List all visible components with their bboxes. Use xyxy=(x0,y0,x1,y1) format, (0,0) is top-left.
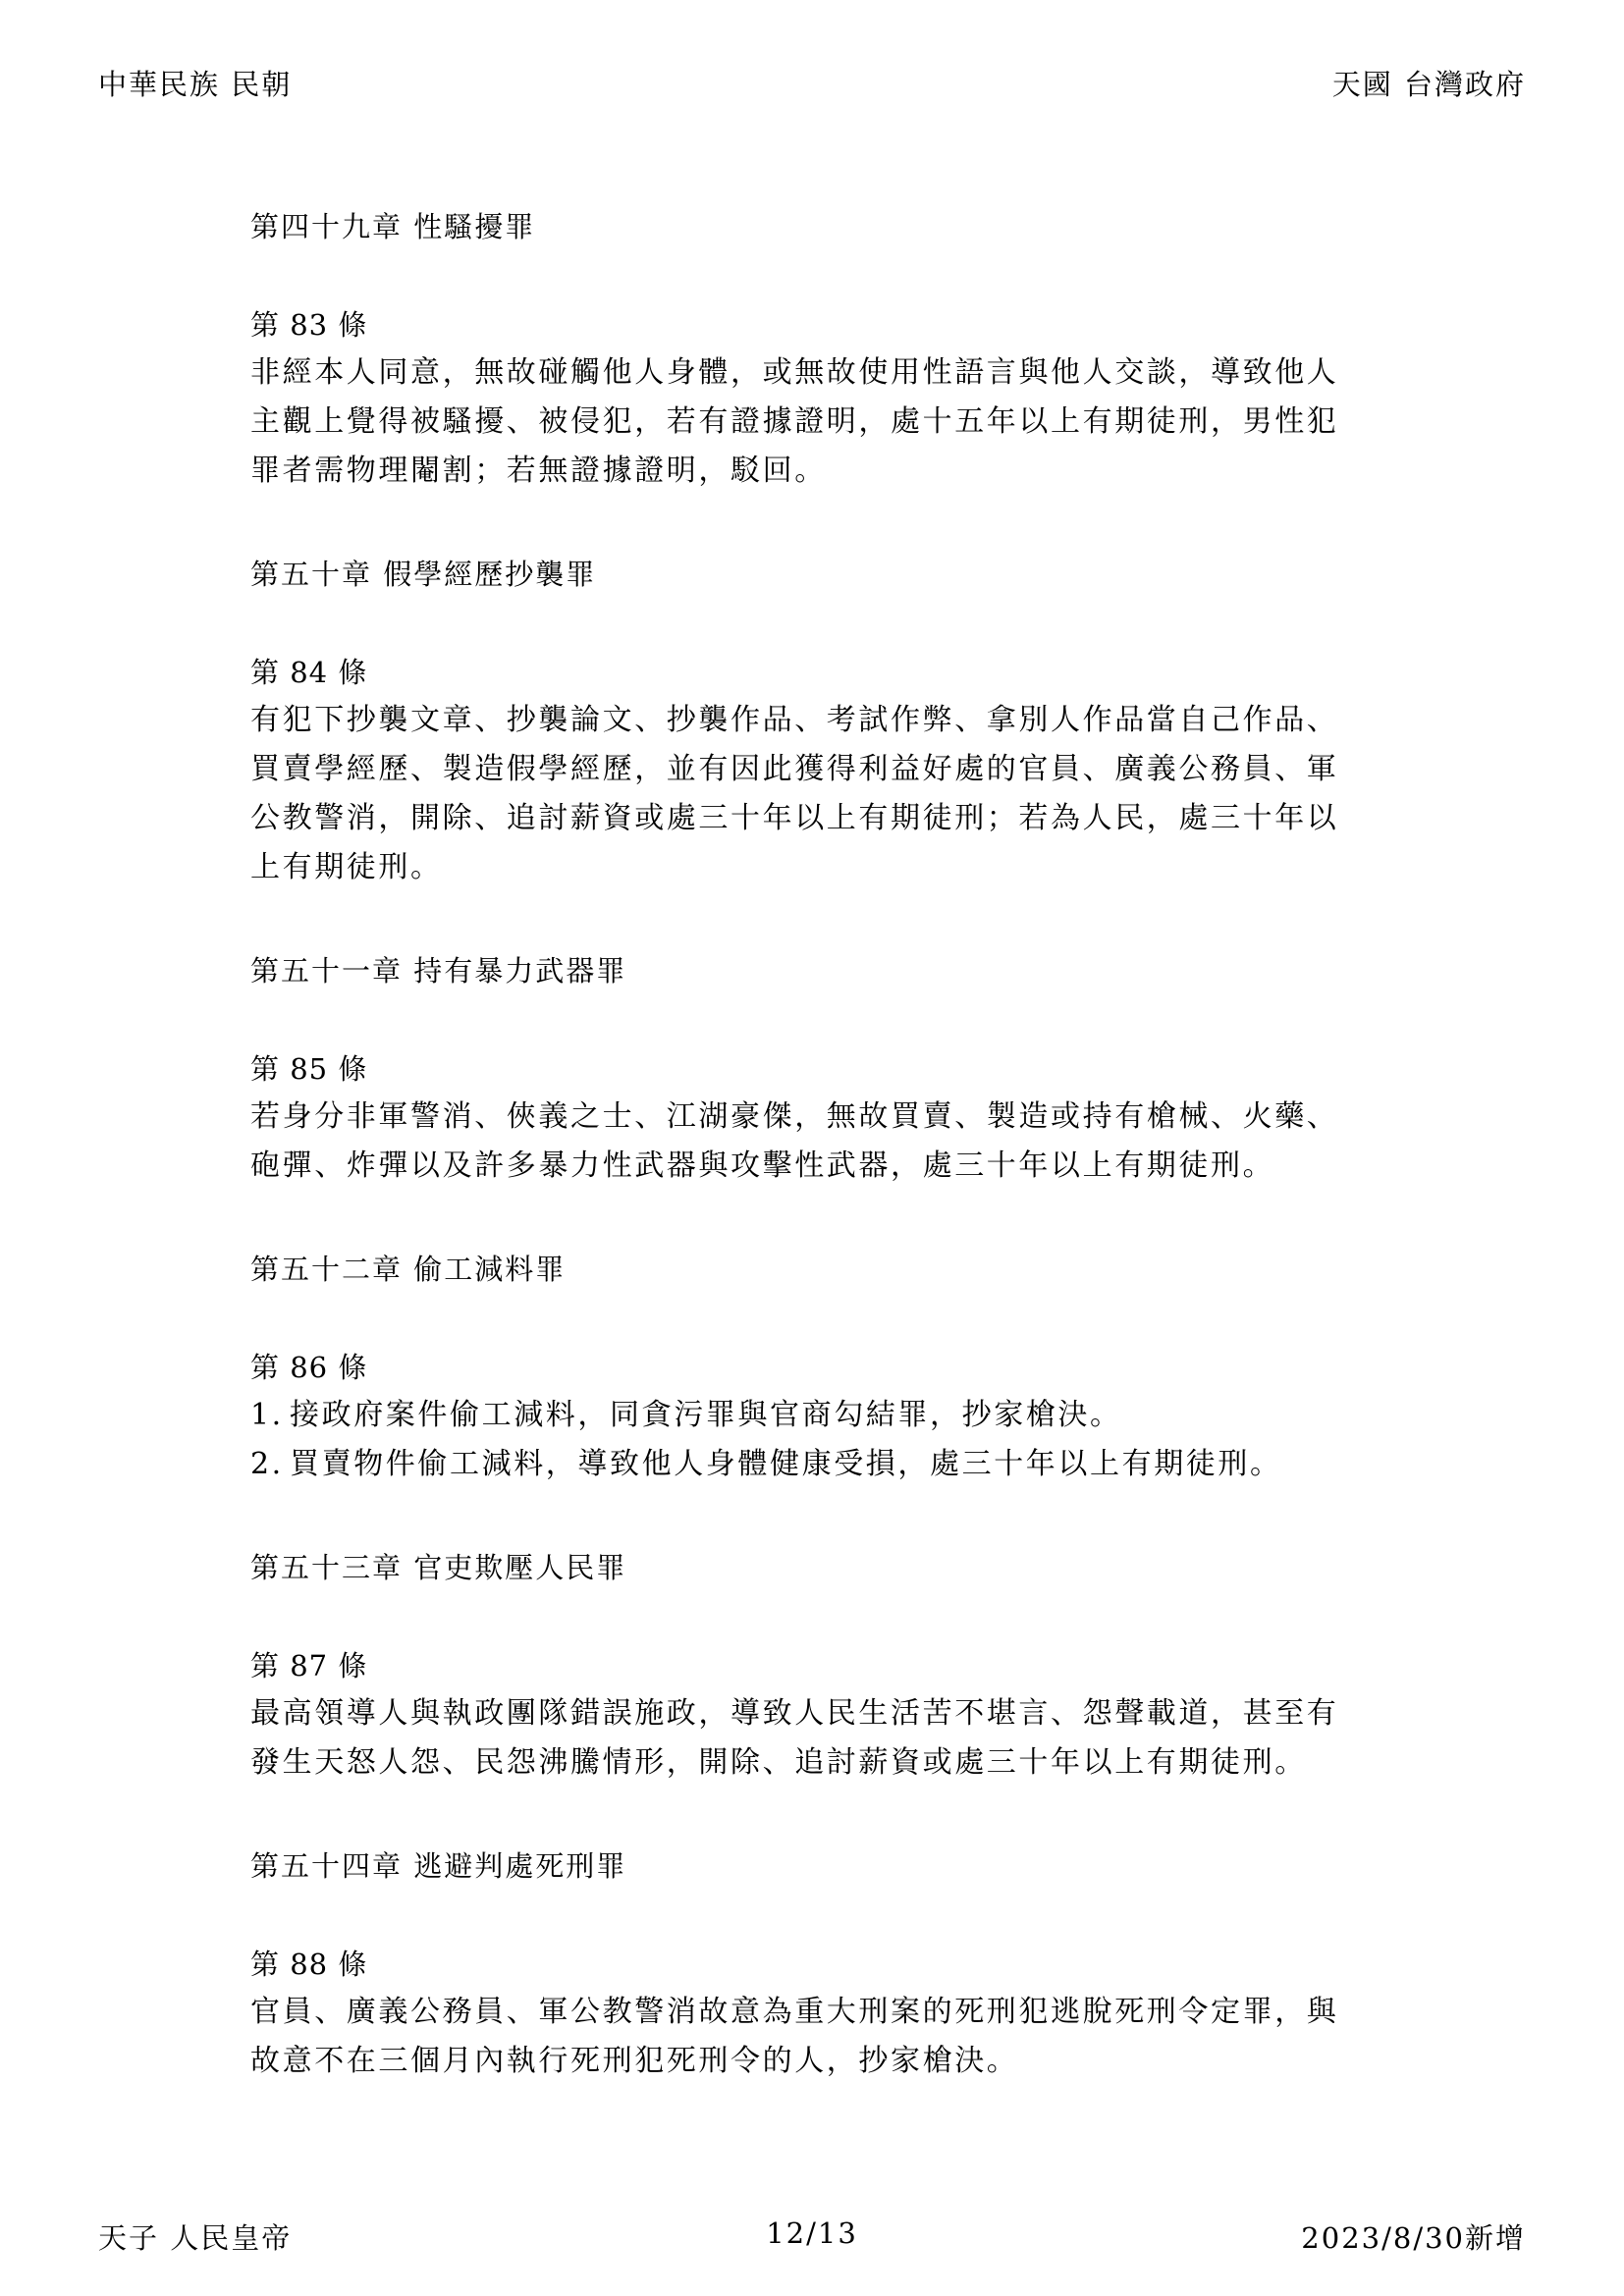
chapter-section xyxy=(250,1544,1380,1842)
article-line: 上有期徒刑。 xyxy=(250,850,443,884)
footer-date: 2023/8/30新增 xyxy=(1301,2221,1526,2255)
list-item xyxy=(250,1440,1380,1489)
header-left-text: 中華民族 民朝 xyxy=(98,68,293,101)
article-line: 公教警消，開除、追討薪資或處三十年以上有期徒刑；若為人民，處三十年以 xyxy=(250,801,1339,835)
chapter-title: 第五十三章 官吏欺壓人民罪 xyxy=(250,1551,627,1584)
chapter-title: 第五十二章 偷工減料罪 xyxy=(250,1253,567,1286)
article-body xyxy=(250,348,1380,496)
article-body xyxy=(250,1689,1380,1788)
document-body xyxy=(250,203,1380,2086)
article-number: 第 86 條 xyxy=(250,1351,368,1384)
article-body xyxy=(250,696,1380,892)
article-number: 第 85 條 xyxy=(250,1052,368,1086)
article-number: 第 84 條 xyxy=(250,656,368,689)
article-line: 有犯下抄襲文章、抄襲論文、抄襲作品、考試作弊、拿別人作品當自己作品、 xyxy=(250,703,1339,737)
article-body xyxy=(250,1093,1380,1191)
list-text: 接政府案件偷工減料，同貪污罪與官商勾結罪，抄家槍決。 xyxy=(290,1398,1122,1432)
header-right-text: 天國 台灣政府 xyxy=(1331,68,1526,101)
list-item xyxy=(250,1391,1380,1440)
chapter-title: 第五十一章 持有暴力武器罪 xyxy=(250,954,627,988)
article-line: 官員、廣義公務員、軍公教警消故意為重大刑案的死刑犯逃脫死刑令定罪，與 xyxy=(250,1995,1339,2029)
article-line: 若身分非軍警消、俠義之士、江湖豪傑，無故買賣、製造或持有槍械、火藥、 xyxy=(250,1099,1339,1134)
article-body xyxy=(250,1988,1380,2086)
chapter-section xyxy=(250,551,1380,947)
page-number: 12/13 xyxy=(766,2216,858,2250)
article-line: 最高領導人與執政團隊錯誤施政，導致人民生活苦不堪言、怨聲載道，甚至有 xyxy=(250,1696,1339,1731)
article-number: 第 83 條 xyxy=(250,308,368,342)
footer-left-text: 天子 人民皇帝 xyxy=(98,2221,293,2255)
article-line: 非經本人同意，無故碰觸他人身體，或無故使用性語言與他人交談，導致他人 xyxy=(250,355,1339,390)
article-line: 買賣學經歷、製造假學經歷，並有因此獲得利益好處的官員、廣義公務員、軍 xyxy=(250,752,1339,786)
chapter-section xyxy=(250,1246,1380,1544)
article-line: 砲彈、炸彈以及許多暴力性武器與攻擊性武器，處三十年以上有期徒刑。 xyxy=(250,1148,1275,1183)
article-number: 第 87 條 xyxy=(250,1649,368,1682)
chapter-title: 第五十四章 逃避判處死刑罪 xyxy=(250,1849,627,1883)
list-text: 買賣物件偷工減料，導致他人身體健康受損，處三十年以上有期徒刑。 xyxy=(290,1447,1282,1481)
article-line: 故意不在三個月內執行死刑犯死刑令的人，抄家槍決。 xyxy=(250,2044,1019,2078)
list-number: 2. xyxy=(250,1447,284,1481)
article-line: 罪者需物理閹割；若無證據證明，駁回。 xyxy=(250,454,827,488)
chapter-title: 第四十九章 性騷擾罪 xyxy=(250,210,536,243)
chapter-section xyxy=(250,947,1380,1246)
article-line: 主觀上覺得被騷擾、被侵犯，若有證據證明，處十五年以上有期徒刑，男性犯 xyxy=(250,404,1339,439)
list-number: 1. xyxy=(250,1398,284,1432)
chapter-section xyxy=(250,1842,1380,2086)
article-number: 第 88 條 xyxy=(250,1948,368,1981)
chapter-section xyxy=(250,203,1380,551)
chapter-title: 第五十章 假學經歷抄襲罪 xyxy=(250,558,597,591)
article-body xyxy=(250,1391,1380,1489)
article-line: 發生天怒人怨、民怨沸騰情形，開除、追討薪資或處三十年以上有期徒刑。 xyxy=(250,1745,1307,1780)
